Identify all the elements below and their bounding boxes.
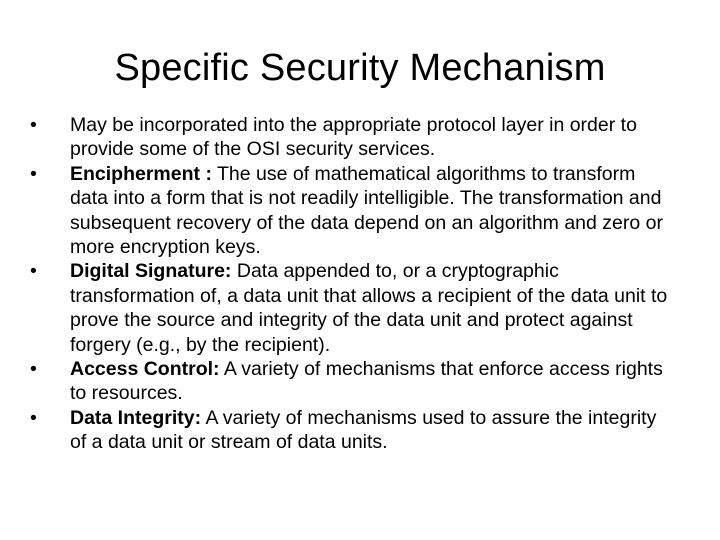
bullet-icon: • xyxy=(30,260,37,283)
list-item xyxy=(30,113,670,162)
bullet-text: The use of mathematical algorithms to transform data into a form that is not readily intelligible. The transformation and subsequent recovery of the data depend on an algorithm and zero or more encryption keys. xyxy=(70,162,663,259)
bullet-text: Data appended to, or a cryptographic transformation of, a data unit that allows a recipient of the data unit to prove the source and integrity of the data unit and protect against forgery (e.g., by the recipient). xyxy=(70,260,668,356)
bullet-icon: • xyxy=(30,358,37,381)
bullet-term: Encipherment : xyxy=(70,162,212,185)
bullet-icon: • xyxy=(30,162,37,185)
list-item xyxy=(30,406,670,455)
bullet-text: A variety of mechanisms used to assure the integrity of a data unit or stream of data units. xyxy=(70,406,657,454)
bullet-icon: • xyxy=(30,114,37,136)
bullet-term: Digital Signature: xyxy=(70,260,232,283)
bullet-text: A variety of mechanisms that enforce access rights to resources. xyxy=(70,358,663,405)
list-item xyxy=(30,259,670,357)
slide-title: Specific Security Mechanism xyxy=(114,47,606,89)
list-item xyxy=(30,357,670,406)
bullet-icon: • xyxy=(30,406,37,429)
bullet-list xyxy=(30,113,670,455)
bullet-term: Access Control: xyxy=(70,358,220,381)
bullet-term: Data Integrity: xyxy=(70,406,202,429)
list-item xyxy=(30,162,670,260)
bullet-text: May be incorporated into the appropriate protocol layer in order to provide some of the OSI security services. xyxy=(70,114,637,161)
